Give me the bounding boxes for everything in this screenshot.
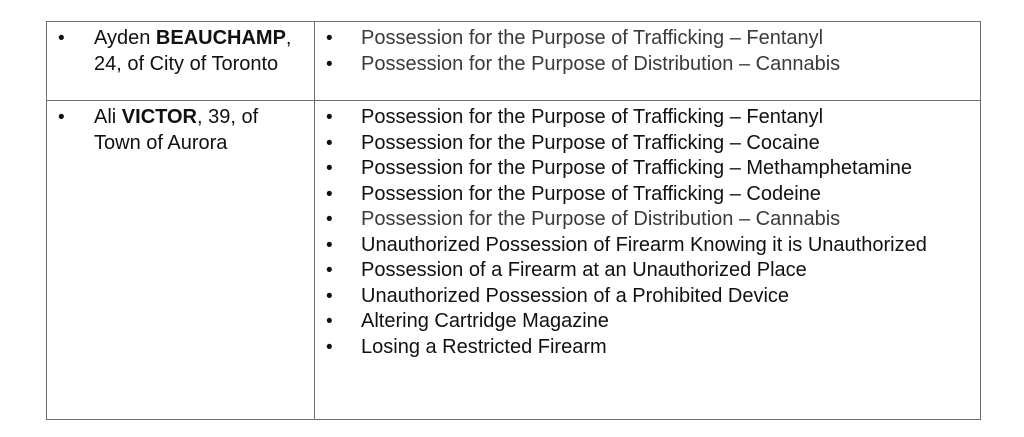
charge-item bbox=[315, 335, 980, 361]
charge-item bbox=[315, 26, 980, 52]
charge-text: Unauthorized Possession of Firearm Knowing it is Unauthorized bbox=[361, 233, 927, 256]
charge-text: Possession for the Purpose of Trafficking – Methamphetamine bbox=[361, 157, 913, 179]
accused-surname: BEAUCHAMP bbox=[155, 27, 286, 49]
accused-details: , 39, of Town of Aurora bbox=[94, 106, 259, 154]
charge-list bbox=[315, 105, 980, 360]
charge-text: Altering Cartridge Magazine bbox=[361, 310, 609, 332]
charge-item bbox=[315, 233, 980, 259]
accused-entry bbox=[47, 26, 314, 77]
accused-first-name: Ayden bbox=[94, 27, 151, 49]
table-row bbox=[47, 22, 981, 101]
charge-item bbox=[315, 131, 980, 157]
charge-text: Possession for the Purpose of Distribution – Cannabis bbox=[361, 52, 841, 75]
charge-text: Possession for the Purpose of Trafficking – Fentanyl bbox=[361, 27, 824, 49]
accused-entry bbox=[47, 105, 314, 156]
charge-text: Possession for the Purpose of Distribution – Cannabis bbox=[361, 208, 841, 230]
accused-cell bbox=[47, 101, 315, 420]
charge-item bbox=[315, 258, 980, 284]
charges-cell bbox=[315, 22, 981, 101]
charge-text: Possession for the Purpose of Trafficking – Codeine bbox=[361, 182, 821, 205]
charge-text: Possession of a Firearm at an Unauthorized Place bbox=[361, 259, 807, 281]
charges-cell bbox=[315, 101, 981, 420]
charge-text: Possession for the Purpose of Trafficking – Fentanyl bbox=[361, 106, 824, 128]
accused-details: , 24, of City of Toronto bbox=[94, 27, 292, 75]
charge-item bbox=[315, 284, 980, 310]
charges-table bbox=[46, 21, 981, 420]
charge-item bbox=[315, 182, 980, 208]
charge-item bbox=[315, 52, 980, 78]
accused-list bbox=[47, 26, 314, 77]
charge-text: Unauthorized Possession of a Prohibited Device bbox=[361, 284, 790, 307]
charge-item bbox=[315, 309, 980, 335]
table-row bbox=[47, 101, 981, 420]
charge-list bbox=[315, 26, 980, 77]
accused-cell bbox=[47, 22, 315, 101]
charge-item bbox=[315, 105, 980, 131]
accused-surname: VICTOR bbox=[121, 106, 197, 128]
accused-list bbox=[47, 105, 314, 156]
charge-item bbox=[315, 156, 980, 182]
charge-item bbox=[315, 207, 980, 233]
charge-text: Losing a Restricted Firearm bbox=[361, 335, 607, 358]
accused-first-name: Ali bbox=[94, 106, 117, 128]
charge-text: Possession for the Purpose of Trafficking – Cocaine bbox=[361, 131, 820, 154]
